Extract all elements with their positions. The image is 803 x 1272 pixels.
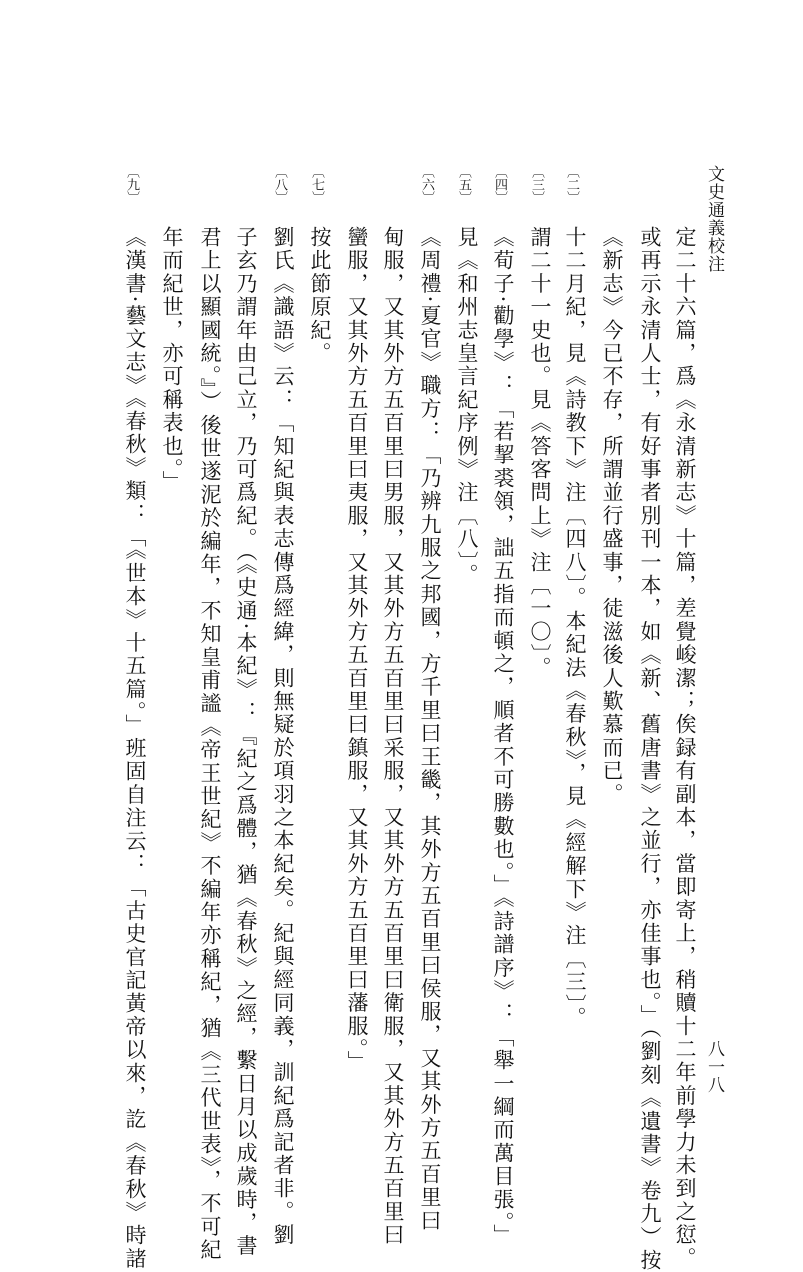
- note-marker: 〔五〕: [456, 165, 471, 204]
- text-column: 年而紀世，亦可稱表也。」: [160, 226, 184, 494]
- text-column: 《荀子·勸學》：「若挈裘領，詘五指而頓之，順者不可勝數也。」《詩譜序》：「舉一綱而萬目張。」: [491, 226, 515, 1248]
- text-column: 甸服，又其外方五百里曰男服，又其外方五百里曰采服，又其外方五百里曰衛服，又其外方五百里曰: [381, 226, 405, 1247]
- text-column: 《新志》今已不存，所謂並行盛事，徒滋後人歎慕而已。: [600, 226, 624, 806]
- text-column: 《周禮·夏官》職方：「乃辨九服之邦國，方千里曰王畿，其外方五百里曰侯服，又其外方五百里曰: [418, 226, 442, 1233]
- text-column: 謂二十一史也。見《答客問上》注〔一〇〕。: [528, 226, 552, 680]
- text-column: 蠻服，又其外方五百里曰夷服，又其外方五百里曰鎮服，又其外方五百里曰藩服。」: [345, 226, 369, 1074]
- text-column: 十二月紀，見《詩教下》注〔四八〕。本紀法《春秋》，見《經解下》注〔三〕。: [563, 226, 587, 1030]
- text-column: 見《和州志皇言紀序例》注〔八〕。: [455, 226, 479, 587]
- text-column: 《漢書·藝文志》《春秋》類：「《世本》十五篇。」班固自注云：「古史官記黃帝以來，訖《春秋》時諸: [123, 226, 147, 1271]
- text-column: 或再示永清人士，有好事者別刊一本，如《新、舊唐書》之並行，亦佳事也。」（劉刻《遺書》卷九）按: [638, 226, 662, 1272]
- note-marker: 〔七〕: [309, 165, 324, 204]
- note-marker: 〔二〕: [564, 165, 579, 204]
- note-marker: 〔三〕: [529, 165, 544, 204]
- text-column: 按此節原紀。: [308, 226, 332, 366]
- note-marker: 〔八〕: [272, 165, 287, 204]
- text-column: 定二十六篇，爲《永清新志》十篇，差覺峻潔；俟録有副本，當即寄上，稍贖十二年前學力未到之愆。: [673, 226, 697, 1270]
- text-column: 君上以顯國統。』）後世遂泥於編年，不知皇甫謐《帝王世紀》不編年亦稱紀，猶《三代世表》，不可紀: [198, 226, 222, 1262]
- text-column: 劉氏《識語》云：「知紀與表志傳爲經緯，則無疑於項羽之本紀矣。紀與經同義，訓紀爲記者非。劉: [271, 226, 295, 1247]
- note-marker: 〔九〕: [124, 165, 139, 204]
- text-column: 子玄乃謂年由己立，乃可爲紀。（《史通·本紀》：『紀之爲體，猶《春秋》之經，繫日月以成歲時，書: [234, 226, 258, 1258]
- note-marker: 〔四〕: [492, 165, 507, 204]
- note-marker: 〔六〕: [419, 165, 434, 204]
- page-number: 八一八: [704, 1040, 724, 1094]
- running-header-title: 文史通義校注: [704, 165, 724, 273]
